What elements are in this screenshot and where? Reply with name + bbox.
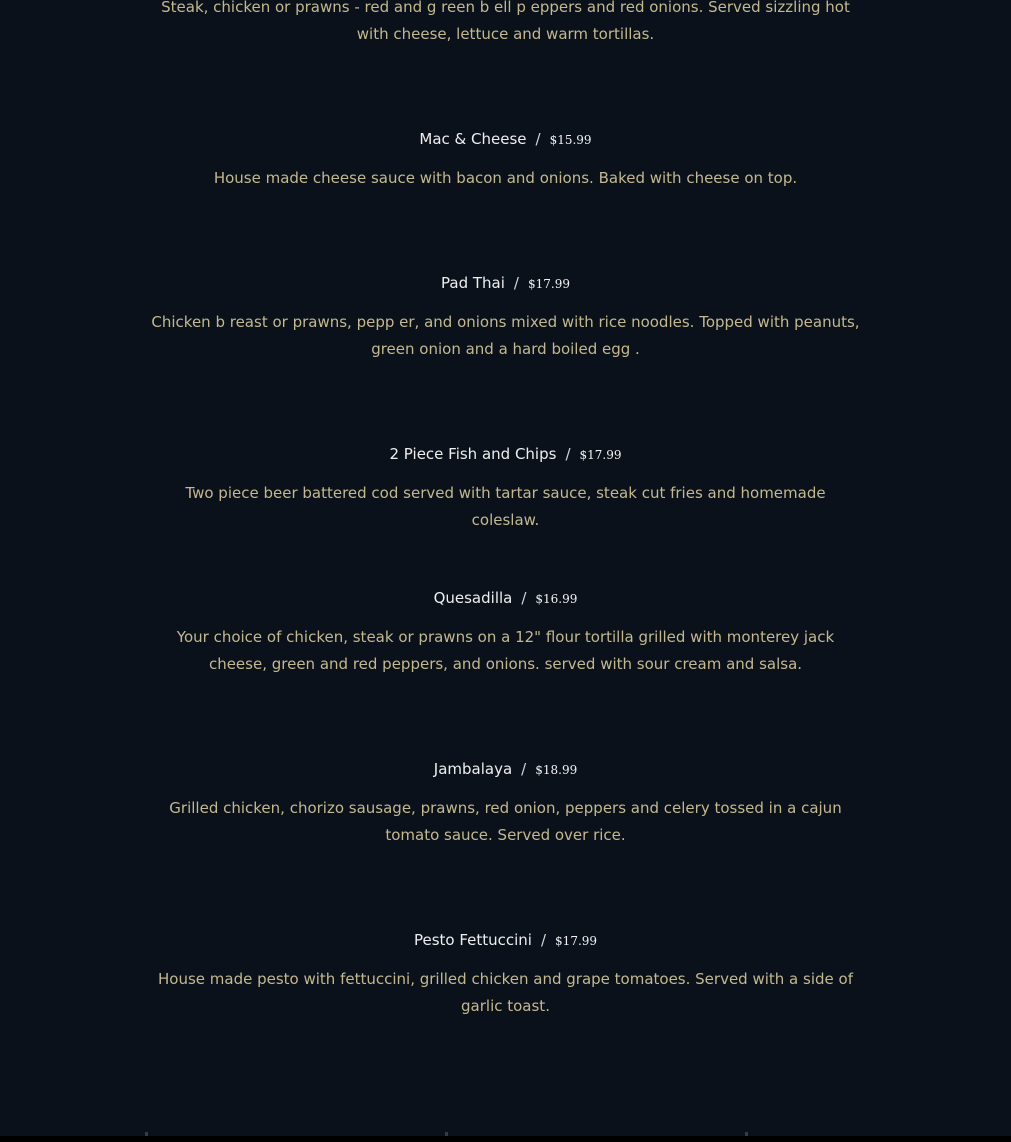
menu-item-name: Quesadilla [433,589,513,607]
edge-mark [745,1132,748,1136]
menu-item-name: Mac & Cheese [419,130,527,148]
menu-item-title [0,129,1011,150]
edge-mark [145,1132,148,1136]
menu-item-description: House made cheese sauce with bacon and onions. Baked with cheese on top. [213,169,798,187]
edge-mark [445,1132,448,1136]
menu-item-description: Your choice of chicken, steak or prawns on a 12" flour tortilla grilled with monterey jack cheese, green and red peppers, and onions. served with sour cream and salsa. [176,628,835,673]
title-separator: / [521,760,527,778]
menu-item-price: $16.99 [535,592,578,606]
menu-item-name: Jambalaya [433,760,513,778]
menu-item-price: $17.99 [555,934,598,948]
title-separator: / [535,130,541,148]
page-bottom-edge [0,1136,1011,1142]
menu-item-price: $17.99 [527,277,570,291]
menu-item-price: $17.99 [579,448,622,462]
title-separator: / [565,445,571,463]
menu-item-name: Pesto Fettuccini [413,931,532,949]
menu-item-title [0,930,1011,951]
menu-item-name: 2 Piece Fish and Chips [389,445,557,463]
menu-item-description: Steak, chicken or prawns - red and g reen b ell p eppers and red onions. Served sizzling hot with cheese, lettuce and warm tortillas. [161,0,850,43]
menu-item-title [0,759,1011,780]
menu-item-price: $18.99 [535,763,578,777]
menu-item-title [0,444,1011,465]
menu-item-description: Grilled chicken, chorizo sausage, prawns, red onion, peppers and celery tossed in a cajun tomato sauce. Served over rice. [169,799,842,844]
menu-item-price: $15.99 [549,133,592,147]
menu-item-description: Chicken b reast or prawns, pepp er, and onions mixed with rice noodles. Topped with peanuts, green onion and a hard boiled egg . [151,313,860,358]
title-separator: / [513,274,519,292]
menu-item-title [0,588,1011,609]
title-separator: / [521,589,527,607]
menu-item-description: Two piece beer battered cod served with tartar sauce, steak cut fries and homemade coleslaw. [185,484,826,529]
menu-item-title [0,273,1011,294]
title-separator: / [540,931,547,949]
menu-item-description: House made pesto with fettuccini, grilled chicken and grape tomatoes. Served with a side of garlic toast. [158,970,853,1015]
menu-item-name: Pad Thai [441,274,505,292]
